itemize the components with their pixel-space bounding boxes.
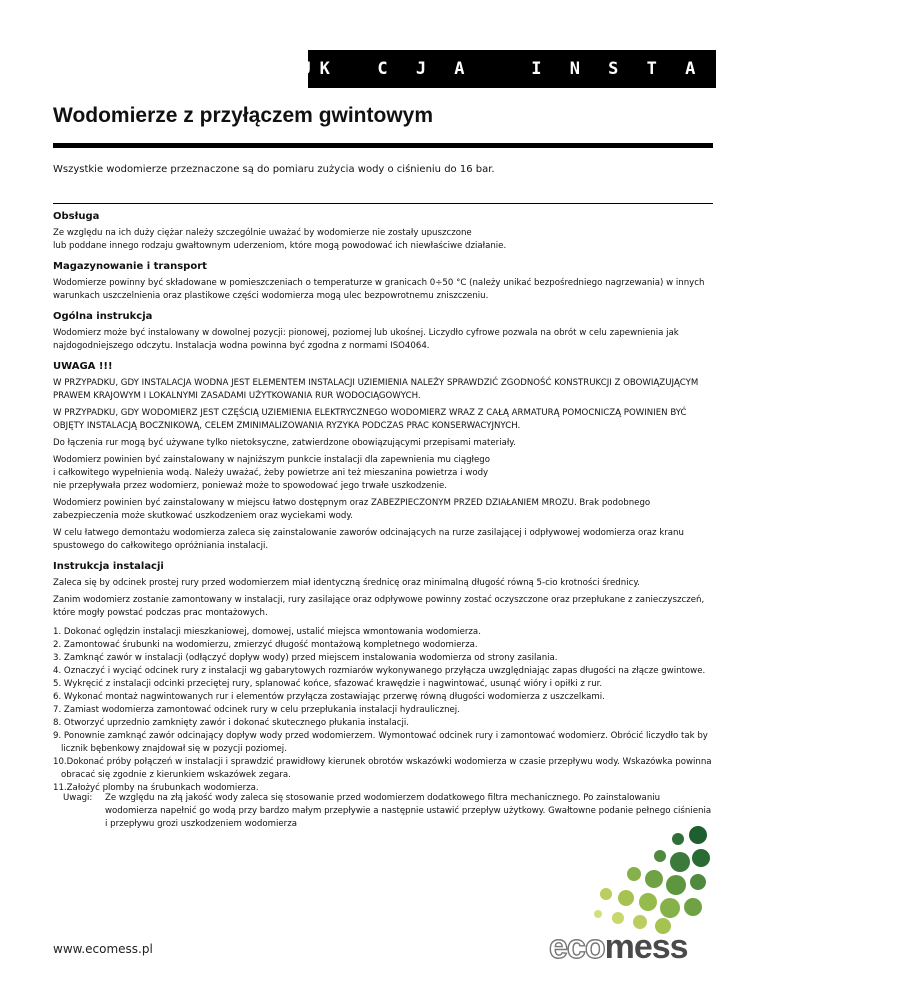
paragraph: W PRZYPADKU, GDY WODOMIERZ JEST CZĘŚCIĄ UZIEMIENIA ELEKTRYCZNEGO WODOMIERZ WRAZ Z CAŁĄ ARMATURĄ POMOCNICZĄ POWINIEN BYĆ OBJĘTY INSTALACJĄ BOCZNIKOWĄ, CELEM ZMINIMALIZOWANIA RYZYKA PODCZAS PRAC KONSERWACYJNYCH. (53, 408, 687, 431)
logo-mess-text: mess (604, 928, 688, 966)
paragraph (53, 227, 713, 253)
footer-website: www.ecomess.pl (53, 942, 153, 956)
section-heading: Instrukcja instalacji (53, 561, 164, 572)
notes-text: Ze względu na złą jakość wody zaleca się stosowanie przed wodomierzem dodatkowego filtra mechanicznego. Po zainstalowaniu wodomierza napełnić go wodą przy bardzo małym przepływie a następnie ustawić przepływ użytkowy. Gwałtowne podanie pełnego ciśnienia i przepływu grozi uszkodzeniem wodomierza (105, 793, 712, 829)
steps-list (53, 626, 713, 795)
paragraph: Zanim wodomierz zostanie zamontowany w instalacji, rury zasilające oraz odpływowe powinny zostać oczyszczone oraz przepłukane z zanieczyszczeń, które mogły powstać podczas prac montażowych. (53, 595, 705, 618)
section-heading: Magazynowanie i transport (53, 261, 207, 272)
section-instrukcja (53, 560, 713, 795)
paragraph (53, 454, 713, 493)
section-obsluga (53, 210, 713, 253)
logo-eco-text: eco (549, 928, 605, 966)
paragraph: Do łączenia rur mogą być używane tylko nietoksyczne, zatwierdzone obowiązującymi przepisami materiały. (53, 438, 516, 448)
list-item: 5. Wykręcić z instalacji odcinki przeciętej rury, splanować końce, sfazować krawędzie i nagwintować, usunąć wióry i opiłki z rur. (53, 679, 603, 689)
paragraph: Wodomierz może być instalowany w dowolnej pozycji: pionowej, poziomej lub ukośnej. Liczydło cyfrowe pozwala na obrót w celu zapewnienia jak najdogodniejszego odczytu. Instalacja wodna powinna być zgodna z normami ISO4064. (53, 328, 679, 351)
paragraph: W PRZYPADKU, GDY INSTALACJA WODNA JEST ELEMENTEM INSTALACJI UZIEMIENIA NALEŻY SPRAWDZIĆ ZGODNOŚĆ KONSTRUKCJI Z OBOWIĄZUJĄCYM PRAWEM KRAJOWYM I LOKALNYMI ZASADAMI UŻYTKOWANIA RUR WODOCIĄGOWYCH. (53, 378, 699, 401)
ecomess-logo-wordmark (549, 928, 688, 967)
text-line: i całkowitego wypełnienia wodą. Należy uważać, żeby powietrze ani też mieszanina powietrza i wody (53, 468, 489, 478)
section-uwaga (53, 360, 713, 553)
paragraph: W celu łatwego demontażu wodomierza zaleca się zainstalowanie zaworów odcinających na rurze zasilającej i odpływowej wodomierza oraz kranu spustowego do całkowitego opróżniania instalacji. (53, 528, 684, 551)
section-divider (53, 203, 713, 204)
list-item: 1. Dokonać oględzin instalacji mieszkaniowej, domowej, ustalić miejsca wmontowania wodomierza. (53, 627, 481, 637)
text-line: Ze względu na ich duży ciężar należy szczególnie uważać by wodomierze nie zostały upuszczone (53, 228, 472, 238)
list-item: 6. Wykonać montaż nagwintowanych rur i elementów przyłącza zostawiając przerwę równą długości wodomierza z uszczelkami. (53, 692, 605, 702)
text-line: nie przepływała przez wodomierz, ponieważ może to spowodować jego trwałe uszkodzenie. (53, 481, 448, 491)
intro-text: Wszystkie wodomierze przeznaczone są do pomiaru zużycia wody o ciśnieniu do 16 bar. (53, 164, 495, 175)
paragraph: Zaleca się by odcinek prostej rury przed wodomierzem miał identyczną średnicę oraz minimalną długość równą 5-cio krotności średnicy. (53, 578, 640, 588)
list-item: 3. Zamknąć zawór w instalacji (odłączyć dopływ wody) przed miejscem instalowania wodomierza od strony zasilania. (53, 653, 558, 663)
list-item: 7. Zamiast wodomierza zamontować odcinek rury w celu przepłukania instalacji hydraulicznej. (53, 705, 460, 715)
text-line: lub poddane innego rodzaju gwałtownym uderzeniom, które mogą powodować ich niewłaściwe działanie. (53, 241, 507, 251)
notes-label: Uwagi: (63, 793, 93, 803)
section-ogolna (53, 310, 713, 353)
paragraph: Wodomierze powinny być składowane w pomieszczeniach o temperaturze w granicach 0÷50 °C (należy unikać bezpośredniego nagrzewania) w innych warunkach uszczelnienia oraz plastikowe części wodomierza mogą ulec bezpowrotnemu zniszczeniu. (53, 278, 705, 301)
list-item: 9. Ponownie zamknąć zawór odcinający dopływ wody przed wodomierzem. Wymontować odcinek rury i zamontować wodomierz. Obrócić liczydło tak by licznik bębenkowy znajdował się w pozycji poziomej. (53, 731, 708, 754)
section-heading: UWAGA !!! (53, 361, 113, 372)
title-divider (53, 143, 713, 148)
list-item: 2. Zamontować śrubunki na wodomierzu, zmierzyć długość montażową kompletnego wodomierza. (53, 640, 478, 650)
paragraph: Wodomierz powinien być zainstalowany w miejscu łatwo dostępnym oraz ZABEZPIECZONYM PRZED DZIAŁANIEM MROZU. Brak podobnego zabezpieczenia może skutkować uszkodzeniem oraz wyciekami wody. (53, 498, 651, 521)
list-item: 8. Otworzyć uprzednio zamknięty zawór i dokonać skutecznego płukania instalacji. (53, 718, 409, 728)
list-item: 4. Oznaczyć i wyciąć odcinek rury z instalacji wg gabarytowych rozmiarów wykonywanego przyłącza uwzględniając zapas długości na złącze gwintowe. (53, 666, 706, 676)
header-banner: I N S T RUK C J A I N S T A L A C J I (308, 50, 716, 88)
list-item: 11.Założyć plomby na śrubunkach wodomierza. (53, 783, 259, 793)
text-line: Wodomierz powinien być zainstalowany w najniższym punkcie instalacji dla zapewnienia mu ciągłego (53, 455, 490, 465)
document-body (53, 210, 713, 802)
page-title: Wodomierze z przyłączem gwintowym (53, 104, 434, 127)
list-item: 10.Dokonać próby połączeń w instalacji i sprawdzić prawidłowy kierunek obrotów wskazówki wodomierza w czasie przepływu wody. Wskazówka powinna obracać się zgodnie z kierunkiem wskazówek zegara. (53, 757, 712, 780)
section-heading: Ogólna instrukcja (53, 311, 153, 322)
section-magazynowanie (53, 260, 713, 303)
section-heading: Obsługa (53, 211, 100, 222)
